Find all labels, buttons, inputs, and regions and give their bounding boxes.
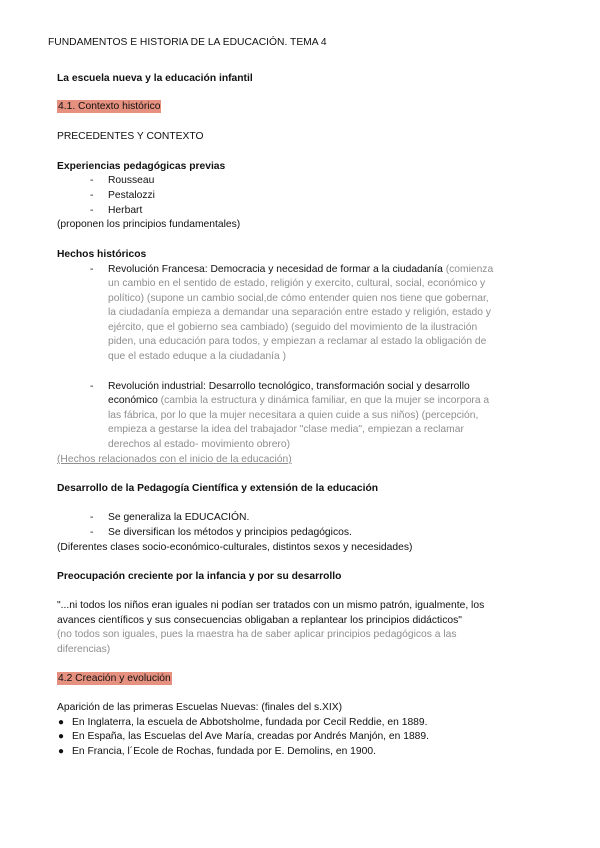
experiencias-note: (proponen los principios fundamentales) [57, 219, 241, 230]
document-title: La escuela nueva y la educación infantil [57, 73, 253, 84]
list-item: Pestalozzi [108, 190, 155, 201]
hechos-line [108, 394, 489, 409]
hechos-note-line: piden, una educación para todos, y empiezan a reclamar al estado la obligación de [108, 336, 487, 347]
dash-bullet: - [90, 512, 94, 523]
hechos-note-line: político) (supone un cambio social,de cómo entender quien nos tiene que gobernar, [108, 293, 489, 304]
bullet-dot-icon: ● [58, 717, 65, 728]
bullet-dot-icon: ● [58, 746, 65, 757]
hechos-note-text: (comienza [442, 264, 494, 275]
section-heading-4-2 [57, 672, 172, 687]
list-item: Se diversifican los métodos y principios pedagógicos. [108, 527, 352, 538]
hechos-line: Revolución industrial: Desarrollo tecnológico, transformación social y desarrollo [108, 381, 470, 392]
dash-bullet: - [90, 175, 94, 186]
quote-note-line: diferencias) [57, 644, 111, 655]
dash-bullet: - [90, 381, 94, 392]
list-item: Se generaliza la EDUCACIÓN. [108, 512, 250, 523]
list-item: Herbart [108, 205, 143, 216]
hechos-heading: Hechos históricos [57, 249, 147, 260]
hechos-note-line: ejército, que el gobierno sea cambiado) (seguido del movimiento de la ilustración [108, 322, 478, 333]
experiencias-heading: Experiencias pedagógicas previas [57, 161, 226, 172]
hechos-main-text: Revolución Francesa: Democracia y necesidad de formar a la ciudadanía [108, 264, 443, 275]
bullet-dot-icon: ● [58, 731, 65, 742]
section-highlight: 4.1. Contexto histórico [58, 101, 161, 112]
hechos-note-line: las fábrica, por lo que la mujer necesitara a quien cuide a sus niños) (percepción, [108, 410, 479, 421]
hechos-note-text: (cambia la estructura y dinámica familiar, en que la mujer se incorpora a [157, 395, 490, 406]
hechos-main-text: económico [108, 395, 158, 406]
list-item: En Inglaterra, la escuela de Abbotsholme, fundada por Cecil Reddie, en 1889. [72, 717, 428, 728]
section-highlight: 4.2 Creación y evolución [58, 673, 171, 684]
hechos-note-line: derechos al estado- movimiento obrero) [108, 439, 291, 450]
hechos-note-line: empieza a gestarse la idea del trabajador "clase media", empiezan a reclamar [108, 424, 464, 435]
list-item: En Francia, l´Ecole de Rochas, fundada por E. Demolins, en 1900. [72, 746, 376, 757]
hechos-note-line: que el estado eduque a la ciudadanía ) [108, 351, 287, 362]
precedentes-heading: PRECEDENTES Y CONTEXTO [57, 131, 204, 142]
page-header: FUNDAMENTOS E HISTORIA DE LA EDUCACIÓN. TEMA 4 [48, 37, 327, 48]
section-heading-4-1 [57, 100, 161, 115]
quote-line: "...ni todos los niños eran iguales ni podían ser tratados con un mismo patrón, igualmente, los [57, 600, 485, 611]
quote-note-line: (no todos son iguales, pues la maestra ha de saber aplicar principios pedagógicos a las [57, 629, 457, 640]
list-item: Rousseau [108, 175, 155, 186]
desarrollo-heading: Desarrollo de la Pedagogía Científica y extensión de la educación [57, 483, 379, 494]
dash-bullet: - [90, 264, 94, 275]
hechos-line [108, 263, 493, 278]
quote-line: avances científicos y sus consecuencias obligaban a replantear los principios didácticos" [57, 615, 462, 626]
preocupacion-heading: Preocupación creciente por la infancia y por su desarrollo [57, 571, 342, 582]
aparicion-text: Aparición de las primeras Escuelas Nuevas: (finales del s.XIX) [57, 702, 343, 713]
hechos-summary-note: (Hechos relacionados con el inicio de la educación) [57, 454, 292, 465]
dash-bullet: - [90, 190, 94, 201]
dash-bullet: - [90, 205, 94, 216]
hechos-note-line: la ciudadanía empieza a demandar una separación entre estado y religión, estado y [108, 307, 491, 318]
hechos-note-line: un cambio en el sentido de estado, religión y exercito, cultural, social, económico y [108, 278, 486, 289]
desarrollo-note: (Diferentes clases socio-económico-culturales, distintos sexos y necesidades) [57, 542, 413, 553]
list-item: En España, las Escuelas del Ave María, creadas por Andrés Manjón, en 1889. [72, 731, 429, 742]
dash-bullet: - [90, 527, 94, 538]
